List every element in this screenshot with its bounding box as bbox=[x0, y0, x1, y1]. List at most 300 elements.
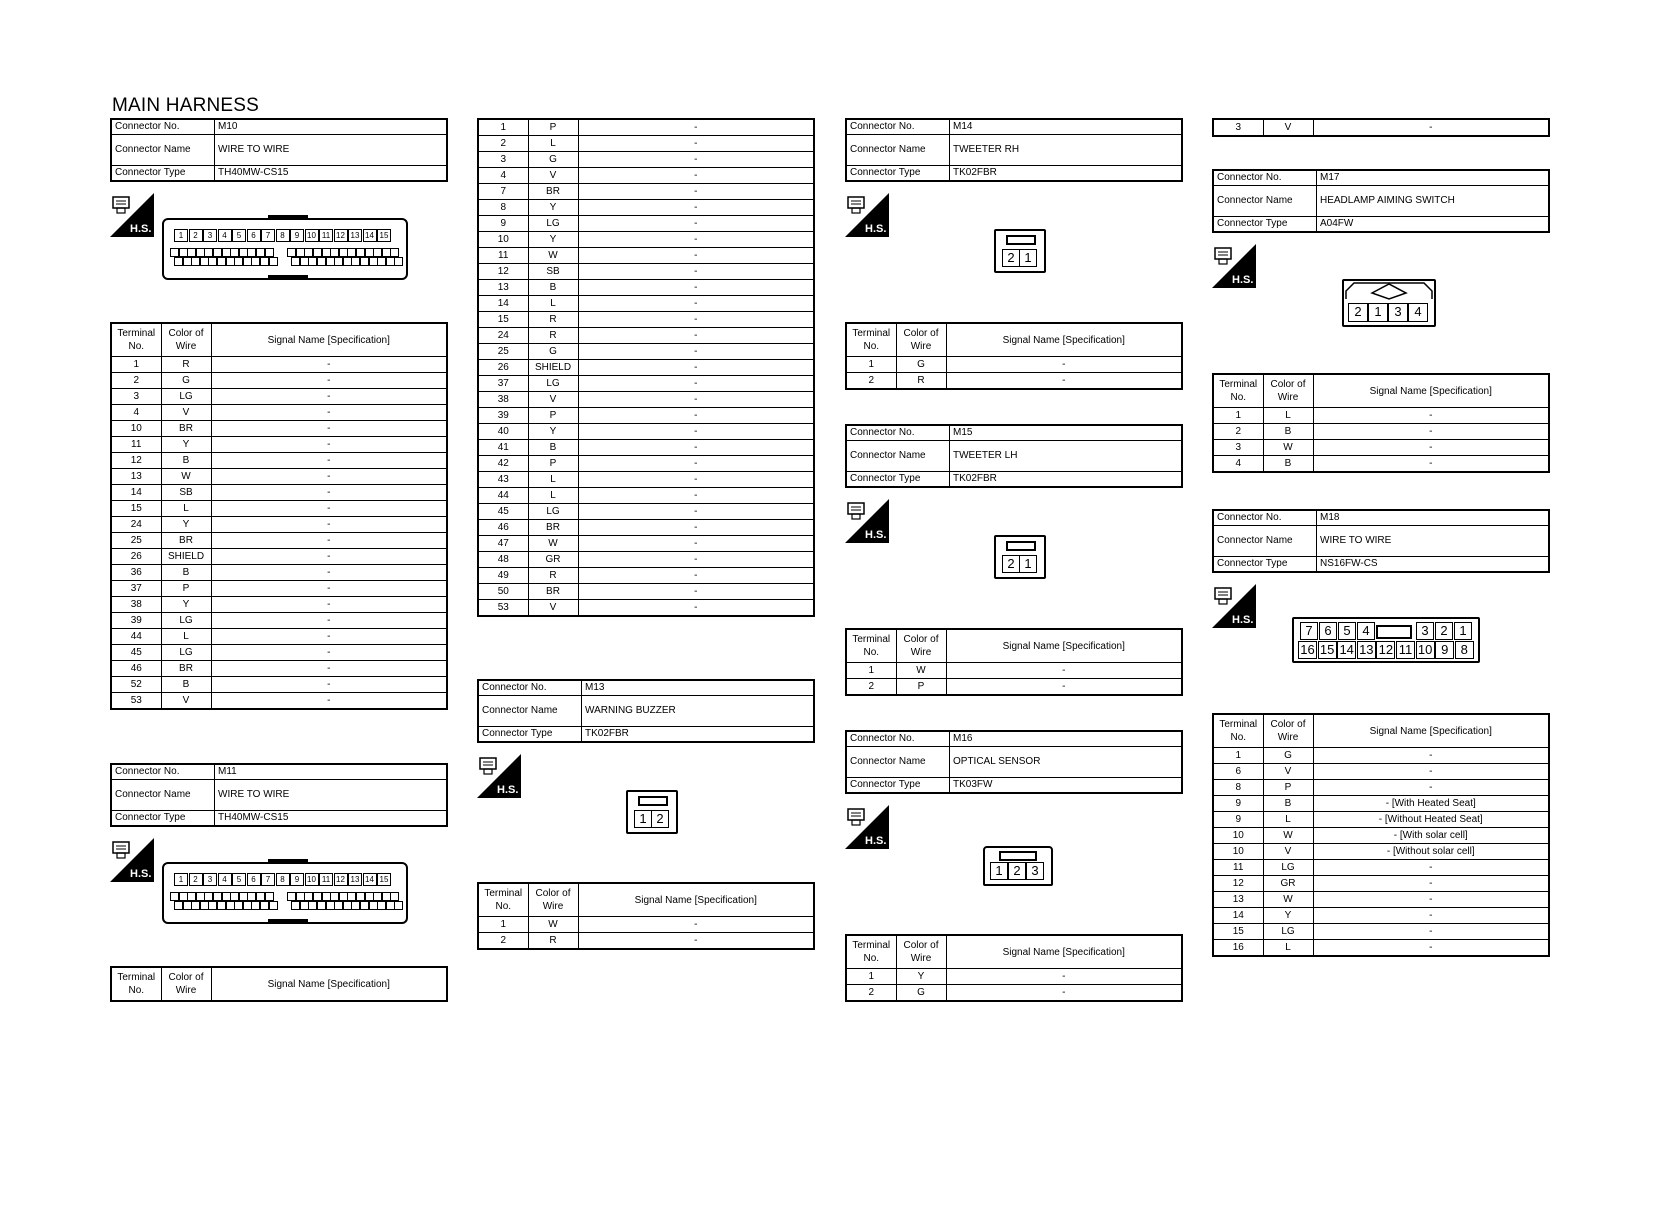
m13-connector-no: M13 bbox=[582, 680, 815, 696]
signal-name: - bbox=[211, 453, 447, 469]
signal-name: - bbox=[578, 520, 814, 536]
wire-color: BR bbox=[161, 661, 211, 677]
m15-terminal-table bbox=[845, 628, 1183, 696]
terminal-no: 15 bbox=[478, 312, 528, 328]
m11-terminal-header bbox=[110, 966, 448, 1002]
m15-connector-name: TWEETER LH bbox=[950, 441, 1183, 472]
terminal-no: 38 bbox=[111, 597, 161, 613]
wire-color: W bbox=[528, 917, 578, 933]
signal-name: - bbox=[578, 536, 814, 552]
wire-color: LG bbox=[161, 389, 211, 405]
m10-info bbox=[110, 118, 448, 182]
signal-name: - bbox=[211, 629, 447, 645]
header-color-of-wire: Color of Wire bbox=[161, 323, 211, 357]
m11-pin: 14 bbox=[363, 873, 377, 886]
wire-color: BR bbox=[161, 421, 211, 437]
header-terminal-no: Terminal No. bbox=[478, 883, 528, 917]
terminal-no: 44 bbox=[478, 488, 528, 504]
signal-name: - bbox=[578, 552, 814, 568]
table-row bbox=[1213, 408, 1549, 424]
m18-connector-no: M18 bbox=[1317, 510, 1550, 526]
signal-name: - bbox=[578, 488, 814, 504]
terminal-no: 53 bbox=[478, 600, 528, 617]
m16-pin: 3 bbox=[1026, 862, 1044, 880]
label-connector-no: Connector No. bbox=[846, 119, 950, 135]
signal-name: - bbox=[1313, 860, 1549, 876]
label-connector-name: Connector Name bbox=[846, 135, 950, 166]
m17-connector-no: M17 bbox=[1317, 170, 1550, 186]
wire-color: B bbox=[1263, 456, 1313, 473]
table-row bbox=[478, 440, 814, 456]
signal-name: - bbox=[1313, 764, 1549, 780]
m10-pin: 4 bbox=[218, 229, 232, 242]
header-terminal-no: Terminal No. bbox=[846, 323, 896, 357]
signal-name: - bbox=[578, 933, 814, 950]
m18-pin: 11 bbox=[1396, 641, 1415, 659]
m16-connector-name: OPTICAL SENSOR bbox=[950, 747, 1183, 778]
signal-name: - bbox=[211, 693, 447, 710]
header-terminal-no: Terminal No. bbox=[111, 967, 161, 1001]
terminal-no: 12 bbox=[111, 453, 161, 469]
m13-connector-type: TK02FBR bbox=[582, 727, 815, 743]
pin-cell bbox=[394, 901, 403, 910]
table-row bbox=[846, 373, 1182, 390]
wire-color: G bbox=[161, 373, 211, 389]
signal-name: - bbox=[211, 645, 447, 661]
hs-icon bbox=[1212, 244, 1256, 288]
table-row bbox=[1213, 860, 1549, 876]
m10-pin: 6 bbox=[247, 229, 261, 242]
wire-color: LG bbox=[161, 645, 211, 661]
m13-connector-diagram bbox=[626, 790, 678, 834]
signal-name: - bbox=[578, 168, 814, 184]
header-signal-name: Signal Name [Specification] bbox=[946, 323, 1182, 357]
wire-color: L bbox=[528, 136, 578, 152]
terminal-no: 2 bbox=[1213, 424, 1263, 440]
terminal-no: 16 bbox=[1213, 940, 1263, 957]
signal-name: - bbox=[1313, 780, 1549, 796]
label-connector-no: Connector No. bbox=[111, 119, 215, 135]
label-connector-type: Connector Type bbox=[846, 166, 950, 182]
table-row bbox=[111, 549, 447, 565]
m13-terminal-table bbox=[477, 882, 815, 950]
signal-name: - bbox=[211, 597, 447, 613]
wire-color: W bbox=[528, 536, 578, 552]
m11-pin: 7 bbox=[261, 873, 275, 886]
m18-pin: 3 bbox=[1416, 622, 1434, 640]
terminal-no: 26 bbox=[111, 549, 161, 565]
header-signal-name: Signal Name [Specification] bbox=[946, 629, 1182, 663]
hs-icon bbox=[845, 193, 889, 237]
m10-pin: 15 bbox=[377, 229, 391, 242]
m10-pin: 8 bbox=[276, 229, 290, 242]
table-row bbox=[478, 472, 814, 488]
m10-terminal-table bbox=[110, 322, 448, 710]
wire-color: G bbox=[1263, 748, 1313, 764]
wire-color: SHIELD bbox=[528, 360, 578, 376]
m15-pin: 1 bbox=[1019, 555, 1037, 573]
terminal-no: 24 bbox=[111, 517, 161, 533]
header-terminal-no: Terminal No. bbox=[846, 629, 896, 663]
terminal-no: 3 bbox=[478, 152, 528, 168]
m18-pin: 1 bbox=[1454, 622, 1472, 640]
wire-color: B bbox=[1263, 796, 1313, 812]
wire-color: Y bbox=[896, 969, 946, 985]
m10-pin: 14 bbox=[363, 229, 377, 242]
hs-icon bbox=[110, 193, 154, 237]
terminal-no: 13 bbox=[478, 280, 528, 296]
label-connector-name: Connector Name bbox=[846, 747, 950, 778]
signal-name: - bbox=[1313, 924, 1549, 940]
wire-color: P bbox=[161, 581, 211, 597]
wire-color: Y bbox=[161, 437, 211, 453]
header-color-of-wire: Color of Wire bbox=[896, 935, 946, 969]
wire-color: W bbox=[896, 663, 946, 679]
m11-pin: 2 bbox=[189, 873, 203, 886]
table-row bbox=[1213, 440, 1549, 456]
m10-pin: 2 bbox=[189, 229, 203, 242]
terminal-no: 2 bbox=[846, 985, 896, 1002]
terminal-no: 10 bbox=[111, 421, 161, 437]
table-row bbox=[478, 933, 814, 950]
m10-pin: 9 bbox=[290, 229, 304, 242]
m11-pin: 6 bbox=[247, 873, 261, 886]
terminal-no: 2 bbox=[111, 373, 161, 389]
table-row bbox=[478, 392, 814, 408]
header-terminal-no: Terminal No. bbox=[111, 323, 161, 357]
terminal-no: 37 bbox=[111, 581, 161, 597]
table-row bbox=[1213, 748, 1549, 764]
label-connector-no: Connector No. bbox=[846, 731, 950, 747]
m14-pin: 1 bbox=[1019, 249, 1037, 267]
wire-color: Y bbox=[161, 597, 211, 613]
wire-color: B bbox=[161, 677, 211, 693]
m11-pin: 5 bbox=[232, 873, 246, 886]
table-row bbox=[478, 424, 814, 440]
wire-color: G bbox=[528, 344, 578, 360]
terminal-no: 13 bbox=[111, 469, 161, 485]
header-terminal-no: Terminal No. bbox=[1213, 714, 1263, 748]
table-row bbox=[1213, 424, 1549, 440]
table-row bbox=[478, 152, 814, 168]
m16-terminal-table bbox=[845, 934, 1183, 1002]
header-signal-name: Signal Name [Specification] bbox=[211, 323, 447, 357]
m13-info bbox=[477, 679, 815, 743]
signal-name: - bbox=[1313, 908, 1549, 924]
wire-color: Y bbox=[528, 232, 578, 248]
wire-color: L bbox=[161, 629, 211, 645]
table-row bbox=[478, 200, 814, 216]
terminal-no: 1 bbox=[846, 663, 896, 679]
table-row bbox=[1213, 940, 1549, 957]
table-row bbox=[111, 677, 447, 693]
terminal-no: 25 bbox=[478, 344, 528, 360]
terminal-no: 10 bbox=[1213, 828, 1263, 844]
wire-color: W bbox=[1263, 828, 1313, 844]
wire-color: W bbox=[528, 248, 578, 264]
pin-cell bbox=[390, 248, 399, 257]
terminal-no: 53 bbox=[111, 693, 161, 710]
signal-name: - bbox=[211, 469, 447, 485]
terminal-no: 44 bbox=[111, 629, 161, 645]
m18-pin: 4 bbox=[1357, 622, 1375, 640]
signal-name: - bbox=[211, 677, 447, 693]
terminal-no: 1 bbox=[846, 357, 896, 373]
terminal-no: 2 bbox=[478, 136, 528, 152]
m18-pin: 6 bbox=[1319, 622, 1337, 640]
table-row bbox=[478, 408, 814, 424]
m13-connector-name: WARNING BUZZER bbox=[582, 696, 815, 727]
signal-name: - bbox=[578, 600, 814, 617]
wire-color: R bbox=[528, 328, 578, 344]
header-color-of-wire: Color of Wire bbox=[528, 883, 578, 917]
terminal-no: 39 bbox=[478, 408, 528, 424]
table-row bbox=[111, 421, 447, 437]
m10-pin: 5 bbox=[232, 229, 246, 242]
label-connector-type: Connector Type bbox=[478, 727, 582, 743]
m18-pin: 8 bbox=[1455, 641, 1474, 659]
wire-color: L bbox=[528, 488, 578, 504]
wire-color: P bbox=[528, 119, 578, 136]
signal-name: - bbox=[211, 421, 447, 437]
terminal-no: 3 bbox=[111, 389, 161, 405]
table-row bbox=[478, 232, 814, 248]
wire-color: L bbox=[1263, 940, 1313, 957]
header-terminal-no: Terminal No. bbox=[1213, 374, 1263, 408]
m15-info bbox=[845, 424, 1183, 488]
m18-key-slot bbox=[1376, 625, 1412, 639]
signal-name: - bbox=[578, 280, 814, 296]
hs-icon bbox=[845, 499, 889, 543]
wire-color: BR bbox=[161, 533, 211, 549]
table-row bbox=[1213, 796, 1549, 812]
signal-name: - bbox=[211, 437, 447, 453]
m11-info bbox=[110, 763, 448, 827]
signal-name: - bbox=[578, 456, 814, 472]
label-connector-name: Connector Name bbox=[846, 441, 950, 472]
table-row bbox=[111, 597, 447, 613]
terminal-no: 9 bbox=[478, 216, 528, 232]
terminal-no: 4 bbox=[1213, 456, 1263, 473]
signal-name: - bbox=[578, 917, 814, 933]
terminal-no: 49 bbox=[478, 568, 528, 584]
wire-color: LG bbox=[528, 504, 578, 520]
table-row bbox=[111, 581, 447, 597]
wire-color: BR bbox=[528, 584, 578, 600]
signal-name: - bbox=[946, 679, 1182, 696]
signal-name: - bbox=[211, 373, 447, 389]
terminal-no: 6 bbox=[1213, 764, 1263, 780]
label-connector-type: Connector Type bbox=[111, 811, 215, 827]
wire-color: L bbox=[1263, 812, 1313, 828]
terminal-no: 36 bbox=[111, 565, 161, 581]
label-connector-type: Connector Type bbox=[1213, 557, 1317, 573]
wire-color: V bbox=[528, 600, 578, 617]
terminal-no: 1 bbox=[478, 119, 528, 136]
wire-color: GR bbox=[1263, 876, 1313, 892]
m10-connector-name: WIRE TO WIRE bbox=[215, 135, 448, 166]
table-row bbox=[1213, 924, 1549, 940]
wire-color: V bbox=[528, 168, 578, 184]
table-row bbox=[478, 168, 814, 184]
table-row bbox=[478, 216, 814, 232]
hs-label: H.S. bbox=[1232, 614, 1254, 626]
terminal-no: 52 bbox=[111, 677, 161, 693]
table-row bbox=[111, 405, 447, 421]
label-connector-name: Connector Name bbox=[1213, 526, 1317, 557]
terminal-no: 1 bbox=[1213, 748, 1263, 764]
m10-connector-type: TH40MW-CS15 bbox=[215, 166, 448, 182]
terminal-no: 1 bbox=[478, 917, 528, 933]
signal-name: - [With solar cell] bbox=[1313, 828, 1549, 844]
terminal-no: 46 bbox=[111, 661, 161, 677]
table-row bbox=[1213, 908, 1549, 924]
terminal-no: 11 bbox=[111, 437, 161, 453]
m14-connector-no: M14 bbox=[950, 119, 1183, 135]
m11-pin: 15 bbox=[377, 873, 391, 886]
table-row bbox=[478, 184, 814, 200]
hs-label: H.S. bbox=[497, 784, 519, 796]
table-row bbox=[478, 504, 814, 520]
table-row bbox=[111, 517, 447, 533]
m11-connector-no: M11 bbox=[215, 764, 448, 780]
m18-connector-type: NS16FW-CS bbox=[1317, 557, 1550, 573]
hs-icon bbox=[845, 805, 889, 849]
table-row bbox=[111, 501, 447, 517]
wire-color: L bbox=[528, 472, 578, 488]
signal-name: - bbox=[578, 408, 814, 424]
pin-cell bbox=[394, 257, 403, 266]
wire-color: R bbox=[896, 373, 946, 390]
m18-pin: 15 bbox=[1318, 641, 1337, 659]
m18-pin: 10 bbox=[1416, 641, 1435, 659]
signal-name: - bbox=[946, 663, 1182, 679]
terminal-no: 12 bbox=[478, 264, 528, 280]
terminal-no: 13 bbox=[1213, 892, 1263, 908]
wire-color: BR bbox=[528, 184, 578, 200]
m11-connector-diagram bbox=[162, 862, 408, 924]
signal-name: - bbox=[578, 216, 814, 232]
header-color-of-wire: Color of Wire bbox=[1263, 374, 1313, 408]
wire-color: BR bbox=[528, 520, 578, 536]
terminal-no: 39 bbox=[111, 613, 161, 629]
table-row bbox=[478, 376, 814, 392]
terminal-no: 8 bbox=[1213, 780, 1263, 796]
terminal-no: 10 bbox=[478, 232, 528, 248]
table-row bbox=[111, 437, 447, 453]
table-row bbox=[478, 552, 814, 568]
label-connector-type: Connector Type bbox=[111, 166, 215, 182]
m17-connector-diagram bbox=[1342, 279, 1436, 327]
pin-cell bbox=[269, 901, 278, 910]
terminal-no: 26 bbox=[478, 360, 528, 376]
signal-name: - bbox=[1313, 892, 1549, 908]
m16-connector-no: M16 bbox=[950, 731, 1183, 747]
signal-name: - bbox=[578, 344, 814, 360]
m16-terminal-continued bbox=[1212, 118, 1550, 137]
terminal-no: 43 bbox=[478, 472, 528, 488]
hs-icon bbox=[110, 838, 154, 882]
terminal-no: 10 bbox=[1213, 844, 1263, 860]
m11-pin: 11 bbox=[319, 873, 333, 886]
wire-color: SB bbox=[161, 485, 211, 501]
signal-name: - bbox=[578, 264, 814, 280]
label-connector-no: Connector No. bbox=[1213, 510, 1317, 526]
signal-name: - bbox=[946, 969, 1182, 985]
wire-color: R bbox=[528, 933, 578, 950]
signal-name: - [Without solar cell] bbox=[1313, 844, 1549, 860]
signal-name: - bbox=[578, 232, 814, 248]
m11-pin: 1 bbox=[174, 873, 188, 886]
terminal-no: 1 bbox=[846, 969, 896, 985]
terminal-no: 45 bbox=[111, 645, 161, 661]
m14-terminal-table bbox=[845, 322, 1183, 390]
table-row: 3 V - bbox=[1213, 119, 1549, 136]
m15-connector-type: TK02FBR bbox=[950, 472, 1183, 488]
wire-color: B bbox=[161, 453, 211, 469]
signal-name: - bbox=[211, 517, 447, 533]
terminal-no: 4 bbox=[478, 168, 528, 184]
table-row bbox=[478, 264, 814, 280]
wire-color: LG bbox=[161, 613, 211, 629]
hs-label: H.S. bbox=[865, 835, 887, 847]
wire-color: W bbox=[1263, 440, 1313, 456]
table-row bbox=[1213, 844, 1549, 860]
signal-name: - bbox=[1313, 940, 1549, 957]
m10-pin: 11 bbox=[319, 229, 333, 242]
table-row bbox=[1213, 456, 1549, 473]
terminal-no: 12 bbox=[1213, 876, 1263, 892]
table-row bbox=[111, 645, 447, 661]
wire-color: B bbox=[528, 440, 578, 456]
hs-label: H.S. bbox=[865, 223, 887, 235]
table-row bbox=[478, 536, 814, 552]
wire-color: V bbox=[528, 392, 578, 408]
label-connector-name: Connector Name bbox=[111, 780, 215, 811]
table-row bbox=[478, 296, 814, 312]
table-row bbox=[111, 389, 447, 405]
wire-color: P bbox=[1263, 780, 1313, 796]
terminal-no: 4 bbox=[111, 405, 161, 421]
table-row bbox=[478, 248, 814, 264]
m11-pin: 8 bbox=[276, 873, 290, 886]
page-title: MAIN HARNESS bbox=[112, 95, 260, 116]
signal-name: - bbox=[578, 328, 814, 344]
terminal-no: 14 bbox=[111, 485, 161, 501]
label-connector-type: Connector Type bbox=[846, 778, 950, 794]
table-row bbox=[478, 520, 814, 536]
table-row bbox=[111, 661, 447, 677]
table-row bbox=[846, 679, 1182, 696]
signal-name: - bbox=[578, 504, 814, 520]
signal-name: - bbox=[578, 440, 814, 456]
signal-name: - bbox=[211, 501, 447, 517]
m11-connector-type: TH40MW-CS15 bbox=[215, 811, 448, 827]
signal-name: - bbox=[578, 119, 814, 136]
signal-name: - [With Heated Seat] bbox=[1313, 796, 1549, 812]
wire-color: L bbox=[528, 296, 578, 312]
signal-name: - bbox=[1313, 456, 1549, 473]
wire-color: B bbox=[161, 565, 211, 581]
hs-label: H.S. bbox=[130, 223, 152, 235]
m17-connector-name: HEADLAMP AIMING SWITCH bbox=[1317, 186, 1550, 217]
terminal-no: 46 bbox=[478, 520, 528, 536]
signal-name: - bbox=[578, 312, 814, 328]
terminal-no: 14 bbox=[478, 296, 528, 312]
m17-connector-type: A04FW bbox=[1317, 217, 1550, 233]
hs-icon bbox=[477, 754, 521, 798]
wire-color: Y bbox=[528, 200, 578, 216]
